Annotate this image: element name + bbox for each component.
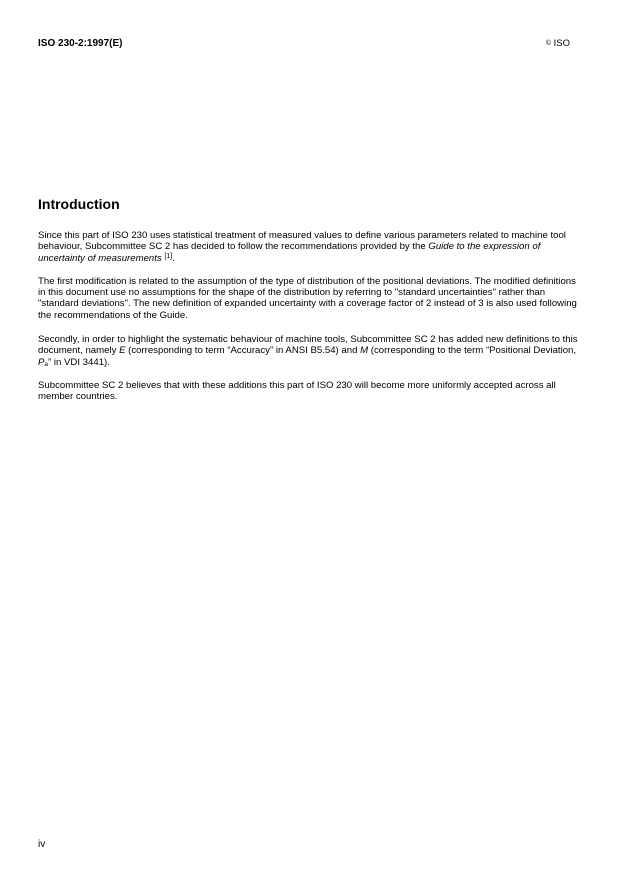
reference-marker: [1]: [164, 252, 173, 260]
paragraph-3-part-4: ” in VDI 3441).: [48, 356, 110, 368]
paragraph-3-part-2: (corresponding to term “Accuracy” in ANSI B5.54) and: [125, 345, 361, 357]
paragraph-1-text: Since this part of ISO 230 uses statistical treatment of measured values to define various parameters related to machine tool behaviour, Subcommittee SC 2 has decided to follow the recommendations provided by the: [38, 230, 566, 253]
paragraph-2: The first modification is related to the assumption of the type of distribution of the positional deviations. The modified definitions in this document use no assumptions for the shape of the distribution by referring to "standard uncertainties" rather than "standard deviations". The new definition of expanded uncertainty with a coverage factor of 2 instead of 3 is also used following the recommendations of the Guide.: [38, 275, 577, 321]
paragraph-1-end: .: [172, 252, 175, 264]
paragraph-3: [38, 334, 583, 368]
copyright-org: ISO: [553, 38, 570, 49]
symbol-e: E: [119, 345, 126, 357]
symbol-p: P: [38, 356, 45, 368]
paragraph-4: Subcommittee SC 2 believes that with these additions this part of ISO 230 will become more uniformly accepted across all member countries.: [38, 379, 556, 403]
paragraph-1: [38, 230, 583, 264]
document-standard-number: ISO 230-2:1997(E): [38, 38, 123, 49]
section-title: Introduction: [38, 196, 120, 212]
guide-title: Guide to the expression of uncertainty of measurements: [38, 241, 541, 264]
copyright-symbol: ©: [545, 40, 551, 47]
copyright-notice: [546, 38, 570, 49]
symbol-p-subscript: a: [44, 360, 49, 368]
page-number: iv: [38, 839, 46, 850]
paragraph-3-part-3: (corresponding to the term “Positional Deviation,: [368, 345, 577, 357]
symbol-m: M: [360, 345, 369, 357]
paragraph-3-part-1: Secondly, in order to highlight the systematic behaviour of machine tools, Subcommittee SC 2 has added new definitions to this document, namely: [38, 334, 578, 357]
document-body: [38, 230, 583, 414]
